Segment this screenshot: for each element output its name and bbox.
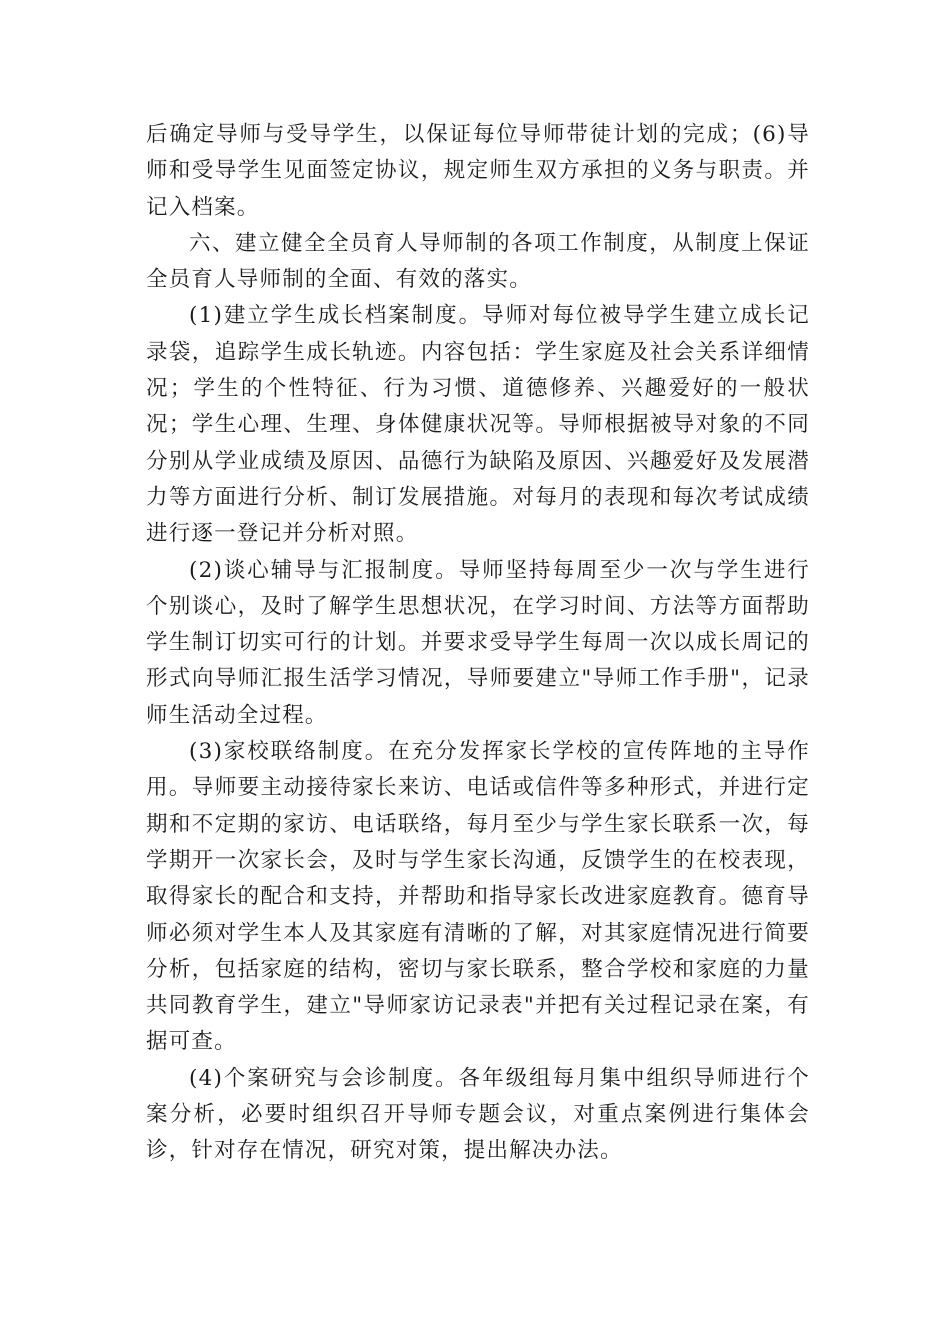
paragraph-counseling-report-system: (2)谈心辅导与汇报制度。导师坚持每周至少一次与学生进行个别谈心，及时了解学生思想状况，在学习时间、方法等方面帮助学生制订切实可行的计划。并要求受导学生每周一次以成长周记的形式向导师汇报生活学习情况，导师要建立"导师工作手册"，记录师生活动全过程。 [146,557,810,728]
paragraph-home-school-liaison-system: (3)家校联络制度。在充分发挥家长学校的宣传阵地的主导作用。导师要主动接待家长来访、电话或信件等多种形式，并进行定期和不定期的家访、电话联络，每月至少与学生家长联系一次，每学期开一次家长会，及时与学生家长沟通，反馈学生的在校表现，取得家长的配合和支持，并帮助和指导家长改进家庭教育。德育导师必须对学生本人及其家庭有清晰的了解，对其家庭情况进行简要分析，包括家庭的结构，密切与家长联系，整合学校和家庭的力量共同教育学生，建立"导师家访记录表"并把有关过程记录在案，有据可查。 [146,739,810,1055]
paragraph-continuation: 后确定导师与受导学生，以保证每位导师带徒计划的完成；(6)导师和受导学生见面签定协议，规定师生双方承担的义务与职责。并记入档案。 [146,122,810,220]
paragraph-growth-archive-system: (1)建立学生成长档案制度。导师对每位被导学生建立成长记录袋，追踪学生成长轨迹。内容包括：学生家庭及社会关系详细情况；学生的个性特征、行为习惯、道德修养、兴趣爱好的一般状况；学生心理、生理、身体健康状况等。导师根据被导对象的不同分别从学业成绩及原因、品德行为缺陷及原因、兴趣爱好及发展潜力等方面进行分析、制订发展措施。对每月的表现和每次考试成绩进行逐一登记并分析对照。 [146,303,810,547]
paragraph-case-study-system: (4)个案研究与会诊制度。各年级组每月集中组织导师进行个案分析，必要时组织召开导师专题会议，对重点案例进行集体会诊，针对存在情况，研究对策，提出解决办法。 [146,1065,810,1164]
document-body [146,117,810,1170]
paragraph-section-six-heading: 六、建立健全全员育人导师制的各项工作制度，从制度上保证全员育人导师制的全面、有效的落实。 [146,230,810,293]
